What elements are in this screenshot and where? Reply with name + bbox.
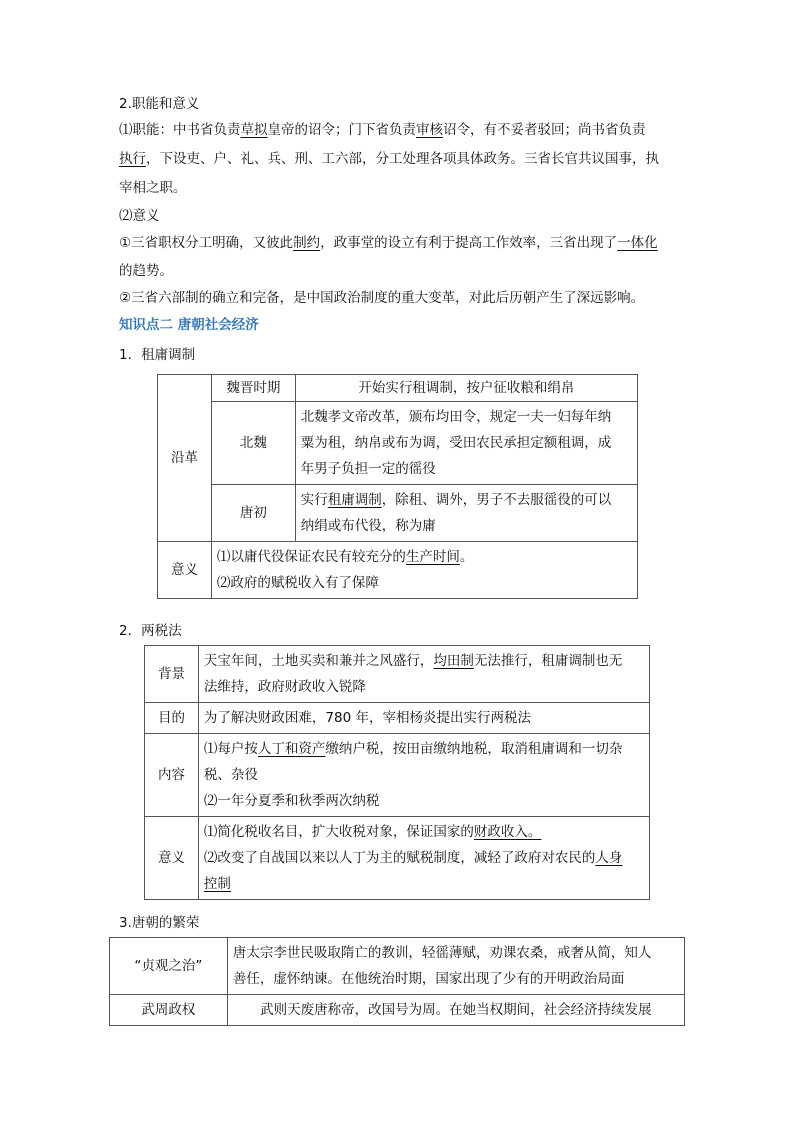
text: 天宝年间，土地买卖和兼并之风盛行， [203,653,434,669]
prosperity-table [109,937,685,1026]
text-line [301,487,632,513]
paragraph-functions-line-1 [119,117,646,143]
wuzhou-text: 武则天废唐称帝，改国号为周。在她当权期间，社会经济持续发展 [227,995,684,1026]
underlined-term: 均田制 [433,653,474,669]
text-line: 法维持，政府财政收入锐降 [203,679,366,695]
text: ，政事堂的设立有利于提高工作效率，三省出现了 [320,235,618,251]
underlined-term: 制约 [293,235,321,251]
underlined-term: 财政收入。 [473,824,542,840]
text: 无法推行，租庸调制也无 [473,653,623,669]
meaning-point-1-line-1 [119,230,658,256]
table-row [110,995,685,1026]
purpose-label: 目的 [145,703,199,734]
underlined-term: 审核 [416,122,443,138]
text-line: 善任，虚怀纳谏。在他统治时期，国家出现了少有的开明政治局面 [232,971,625,987]
text-line [217,544,632,570]
table-row [145,646,650,703]
text: ，除租、调外，男子不去服徭役的可以 [381,492,612,508]
text: ⑴每户按 [203,741,258,757]
purpose-text: 为了解决财政困难，780 年，宰相杨炎提出实行两税法 [198,703,649,734]
period-cell: 唐初 [211,485,295,542]
table-row [110,938,685,995]
period-cell: 北魏 [211,402,295,485]
text: ⑵改变了自战国以来以人丁为主的赋税制度，减轻了政府对农民的 [203,850,596,866]
underlined-term: 一体化 [617,235,658,251]
underlined-term: 生产时间 [405,549,460,565]
prosperity-heading: 3.唐朝的繁荣 [119,915,200,931]
text: 实行 [300,492,328,508]
text-line [204,648,644,674]
text-line [204,736,644,762]
paragraph-functions-line-3: 宰相之职。 [119,180,187,196]
knowledge-point-heading: 知识点二 唐朝社会经济 [119,317,259,333]
underlined-term: 人丁和资产 [257,741,326,757]
meaning-point-1-line-2: 的趋势。 [119,263,173,279]
liangshui-heading: 2．两税法 [119,623,182,639]
zuyong-table [157,374,638,599]
text-line [204,819,644,845]
text: 诏令，有不妥者驳回；尚书省负责 [443,122,646,138]
text: 。 [459,549,474,565]
table-row [145,703,650,734]
section-heading-functions: 2.职能和意义 [119,96,200,112]
meaning-label: 意义 [158,542,212,599]
period-cell: 魏晋时期 [211,375,295,402]
underlined-term: 人身 [595,850,623,866]
period-text: 开始实行租调制，按户征收粮和绢帛 [295,375,637,402]
text: ⑴职能：中书省负责 [119,122,241,138]
liangshui-table [144,645,650,900]
table-row [158,375,638,402]
text-line: ⑵一年分夏季和秋季两次纳税 [203,793,380,809]
zhenguan-label: “贞观之治” [110,938,228,995]
wuzhou-label: 武周政权 [110,995,228,1026]
underlined-term: 控制 [203,876,231,892]
meaning-label: 意义 [145,817,199,900]
content-text [198,734,649,817]
content-label: 内容 [145,734,199,817]
text: ①三省职权分工明确，又彼此 [119,235,294,251]
meaning-label: ⑵意义 [119,208,160,224]
text: ，下设吏、户、礼、兵、刑、工六部，分工处理各项具体政务。三省长官共议国事，执 [146,151,659,167]
text-line: 粟为租，纳帛或布为调，受田农民承担定额租调，成 [300,435,612,451]
text-line: 税、杂役 [203,767,258,783]
text: 皇帝的诏令；门下省负责 [267,122,416,138]
text: 缴纳户税，按田亩缴纳地税，取消租庸调和一切杂 [325,741,623,757]
meaning-point-2: ②三省六部制的确立和完备，是中国政治制度的重大变革，对此后历朝产生了深远影响。 [119,290,645,306]
text-line: 唐太宗李世民吸取隋亡的教训，轻徭薄赋，劝课农桑，戒奢从简，知人 [232,945,652,961]
table-row [145,817,650,900]
underlined-term: 草拟 [240,122,268,138]
meaning-text [211,542,637,599]
text-line [204,871,644,897]
period-text [295,402,637,485]
text-line [204,845,644,871]
paragraph-functions-line-2 [119,146,659,172]
zhenguan-text [227,938,684,995]
text-line: ⑵政府的赋税收入有了保障 [216,575,379,591]
background-text [198,646,649,703]
period-text [295,485,637,542]
table-row [158,542,638,599]
text-line: 纳绢或布代役，称为庸 [300,518,436,534]
text: ⑴简化税收名目，扩大收税对象，保证国家的 [203,824,474,840]
text-line: 北魏孝文帝改革，颁布均田令，规定一夫一妇每年纳 [300,409,612,425]
table-row [158,402,638,485]
text-line: 年男子负担一定的徭役 [300,461,436,477]
underlined-term: 执行 [119,151,146,167]
text: ⑴以庸代役保证农民有较充分的 [216,549,406,565]
evolution-label: 沿革 [158,375,212,542]
table-row [158,485,638,542]
meaning-text [198,817,649,900]
underlined-term: 租庸调制 [327,492,382,508]
background-label: 背景 [145,646,199,703]
table-row [145,734,650,817]
zuyong-heading: 1．租庸调制 [119,347,196,363]
